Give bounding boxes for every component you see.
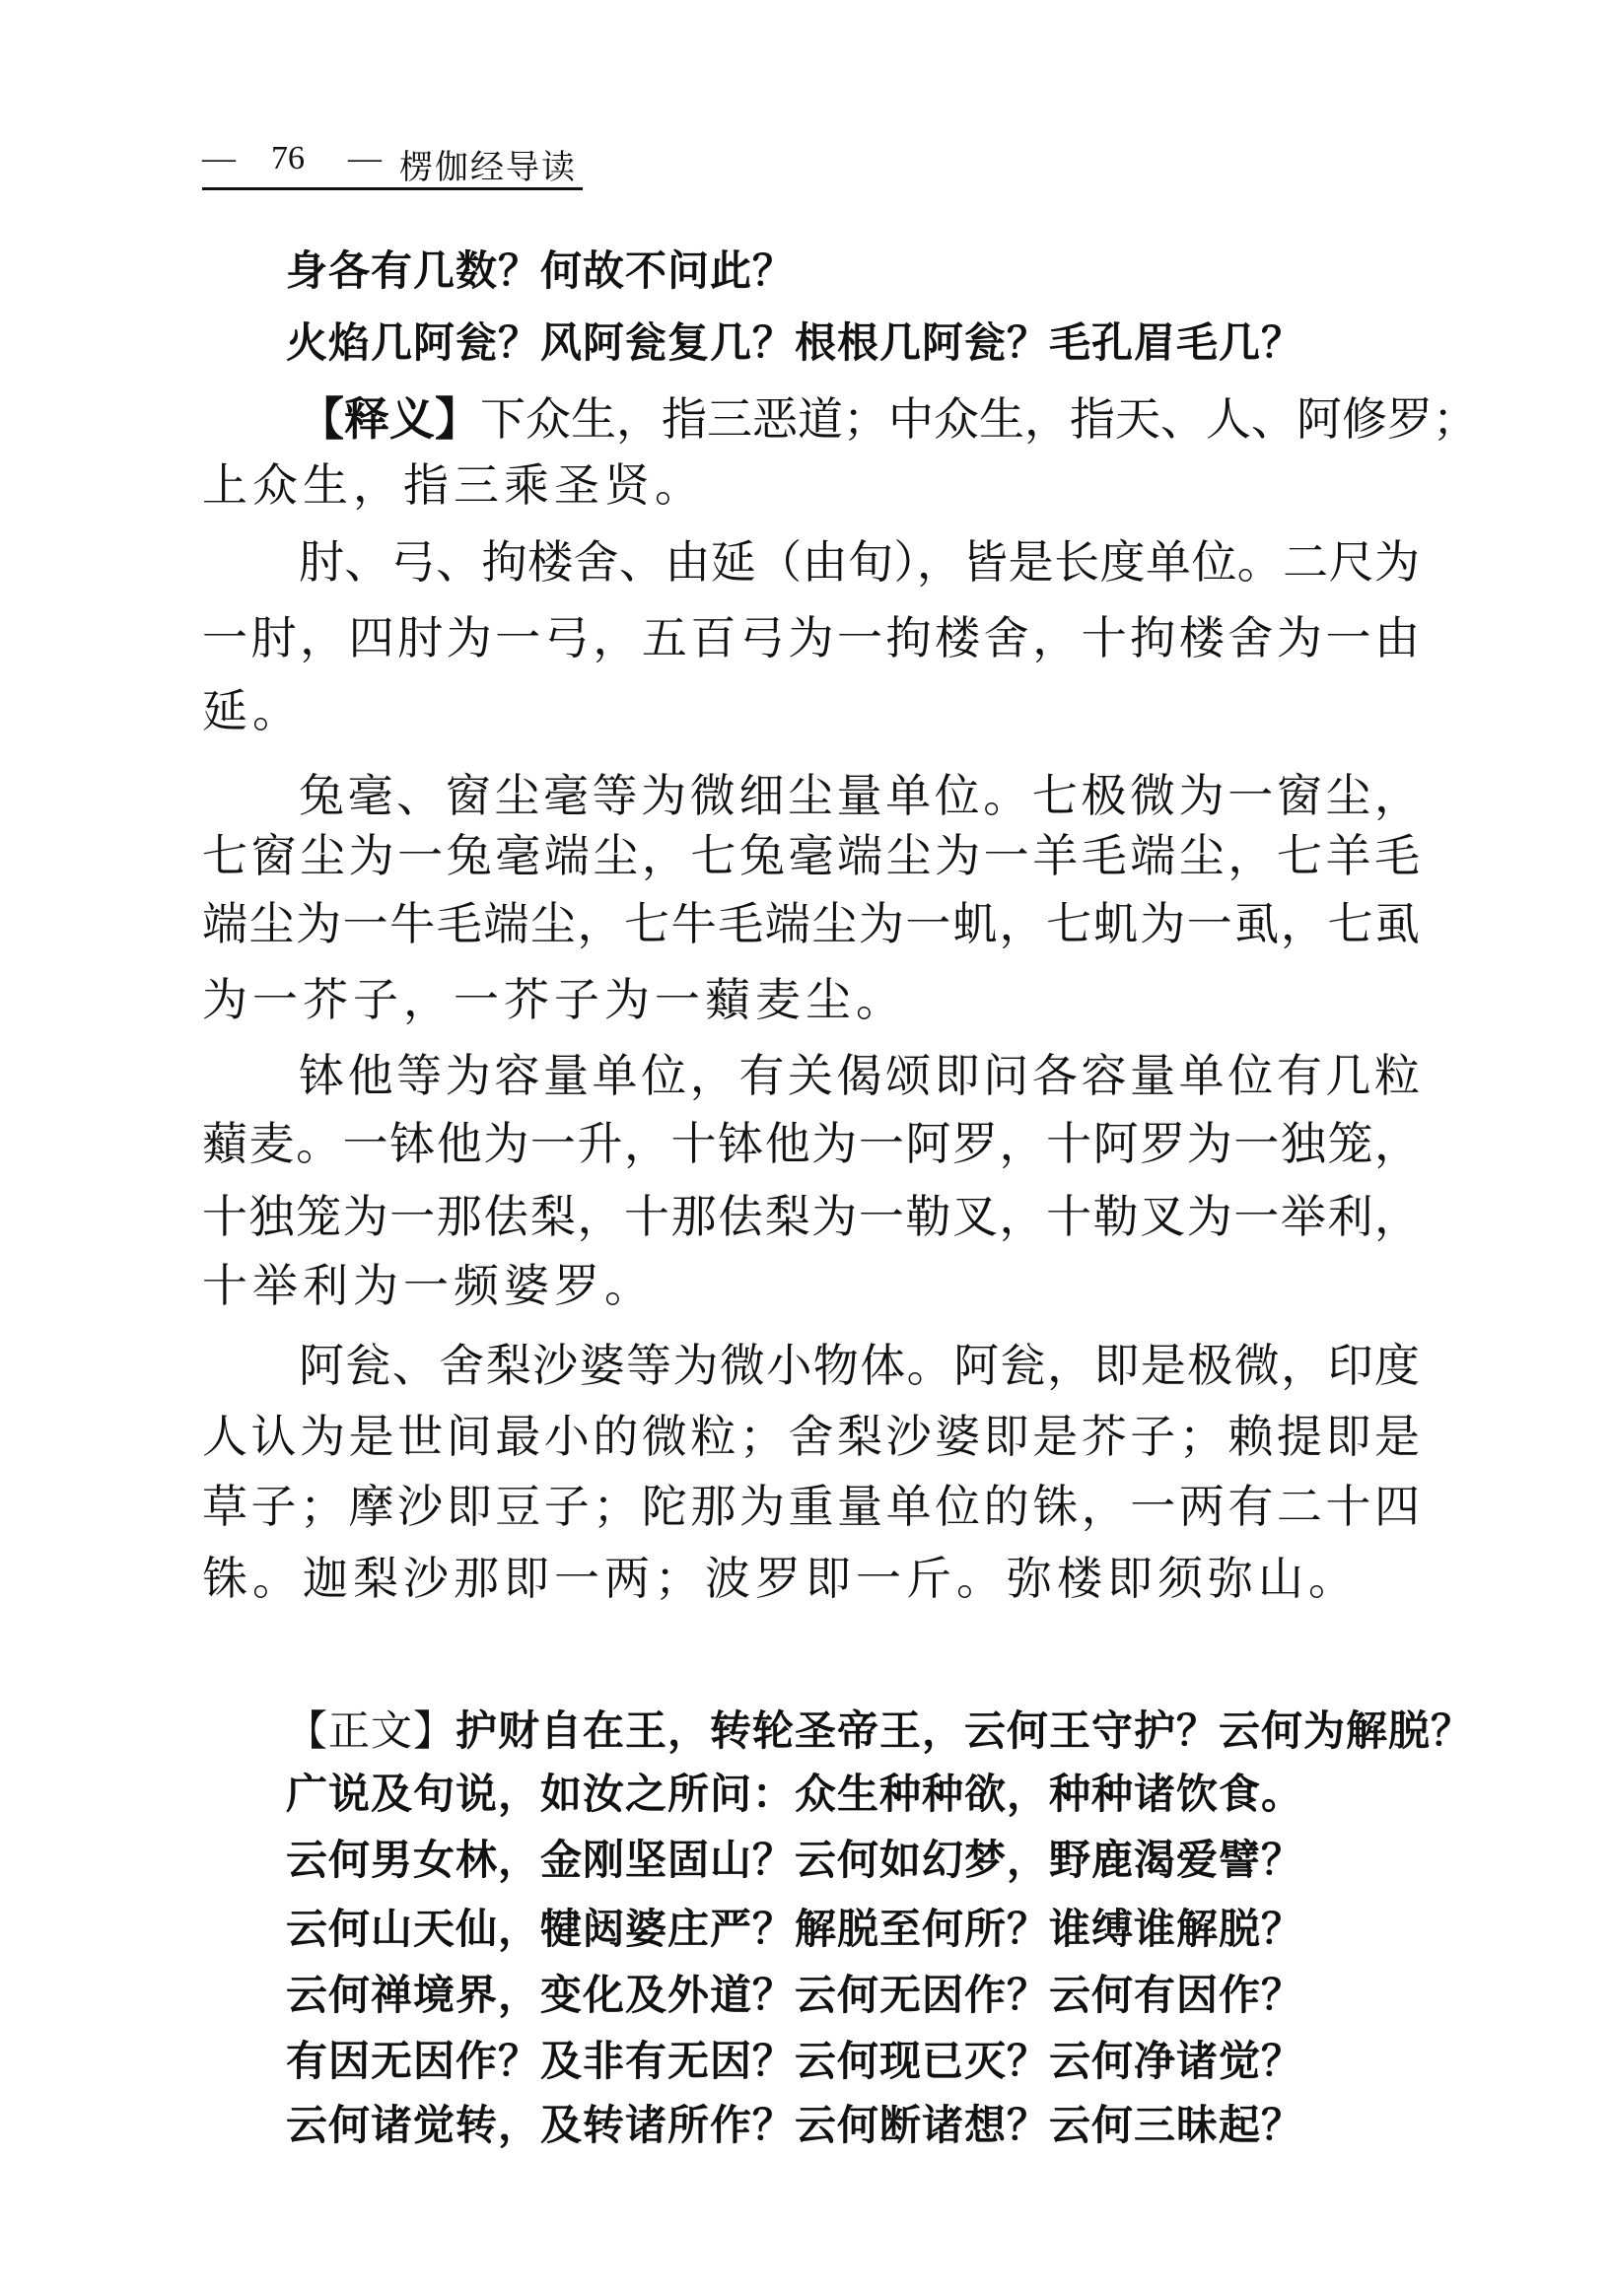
verse-line: 云何男女林，金刚坚固山？云何如幻梦，野鹿渴爱譬？ <box>286 1837 1304 1883</box>
text-line: 草子；摩沙即豆子；陀那为重量单位的铢，一两有二十四 <box>202 1482 1420 1532</box>
verse-line: 身各有几数？何故不问此？ <box>286 247 796 294</box>
text-line: 七窗尘为一兔毫端尘，七兔毫端尘为一羊毛端尘，七羊毛 <box>202 831 1420 881</box>
text-line: 阿瓮、舍梨沙婆等为微小物体。阿瓮，即是极微，印度 <box>299 1341 1420 1391</box>
shiyi-label: 【释义】 <box>299 394 480 445</box>
verse-line: 云何诸觉转，及转诸所作？云何断诸想？云何三昧起？ <box>286 2102 1304 2148</box>
text-line: 上众生，指三乘圣贤。 <box>202 460 705 511</box>
verse-line: 广说及句说，如汝之所问：众生种种欲，种种诸饮食。 <box>286 1771 1304 1817</box>
running-header <box>202 138 583 190</box>
verse-line: 云何禅境界，变化及外道？云何无因作？云何有因作？ <box>286 1972 1304 2018</box>
text-line: 人认为是世间最小的微粒；舍梨沙婆即是芥子；赖提即是 <box>202 1412 1420 1462</box>
zhengwen-line-1 <box>286 1706 1473 1757</box>
book-title: 楞伽经导读 <box>399 150 577 186</box>
text-line: 铢。迦梨沙那即一两；波罗即一斤。弥楼即须弥山。 <box>202 1554 1359 1604</box>
verse-line: 火焰几阿瓮？风阿瓮复几？根根几阿瓮？毛孔眉毛几？ <box>286 319 1304 366</box>
text-line: 为一芥子，一芥子为一蘱麦尘。 <box>202 975 906 1025</box>
header-dash-right: — <box>348 140 382 176</box>
verse-line: 云何山天仙，犍闼婆庄严？解脱至何所？谁缚谁解脱？ <box>286 1906 1304 1952</box>
text-line: 延。 <box>202 686 303 736</box>
verse-line: 护财自在王，转轮圣帝王，云何王守护？云何为解脱？ <box>456 1707 1474 1754</box>
text-line: 肘、弓、拘楼舍、由延（由旬），皆是长度单位。二尺为 <box>299 537 1420 588</box>
verse-line: 有因无因作？及非有无因？云何现已灭？云何净诸觉？ <box>286 2038 1304 2084</box>
text-line: 十举利为一频婆罗。 <box>202 1261 655 1311</box>
text-line: 一肘，四肘为一弓，五百弓为一拘楼舍，十拘楼舍为一由 <box>202 613 1420 663</box>
zhengwen-label: 【正文】 <box>286 1709 456 1755</box>
text-line: 钵他等为容量单位，有关偈颂即问各容量单位有几粒 <box>299 1051 1420 1101</box>
text-line: 兔毫、窗尘毫等为微细尘量单位。七极微为一窗尘， <box>299 771 1420 821</box>
text-line: 端尘为一牛毛端尘，七牛毛端尘为一虮，七虮为一虱，七虱 <box>202 899 1420 949</box>
text-line: 下众生，指三恶道；中众生，指天、人、阿修罗； <box>480 394 1478 445</box>
shiyi-line-1 <box>299 392 1478 448</box>
header-dash-left: — <box>202 140 236 176</box>
page-number: 76 <box>271 140 305 176</box>
text-line: 蘱麦。一钵他为一升，十钵他为一阿罗，十阿罗为一独笼， <box>202 1119 1420 1169</box>
text-line: 十独笼为一那佉梨，十那佉梨为一勒叉，十勒叉为一举利， <box>202 1192 1420 1242</box>
